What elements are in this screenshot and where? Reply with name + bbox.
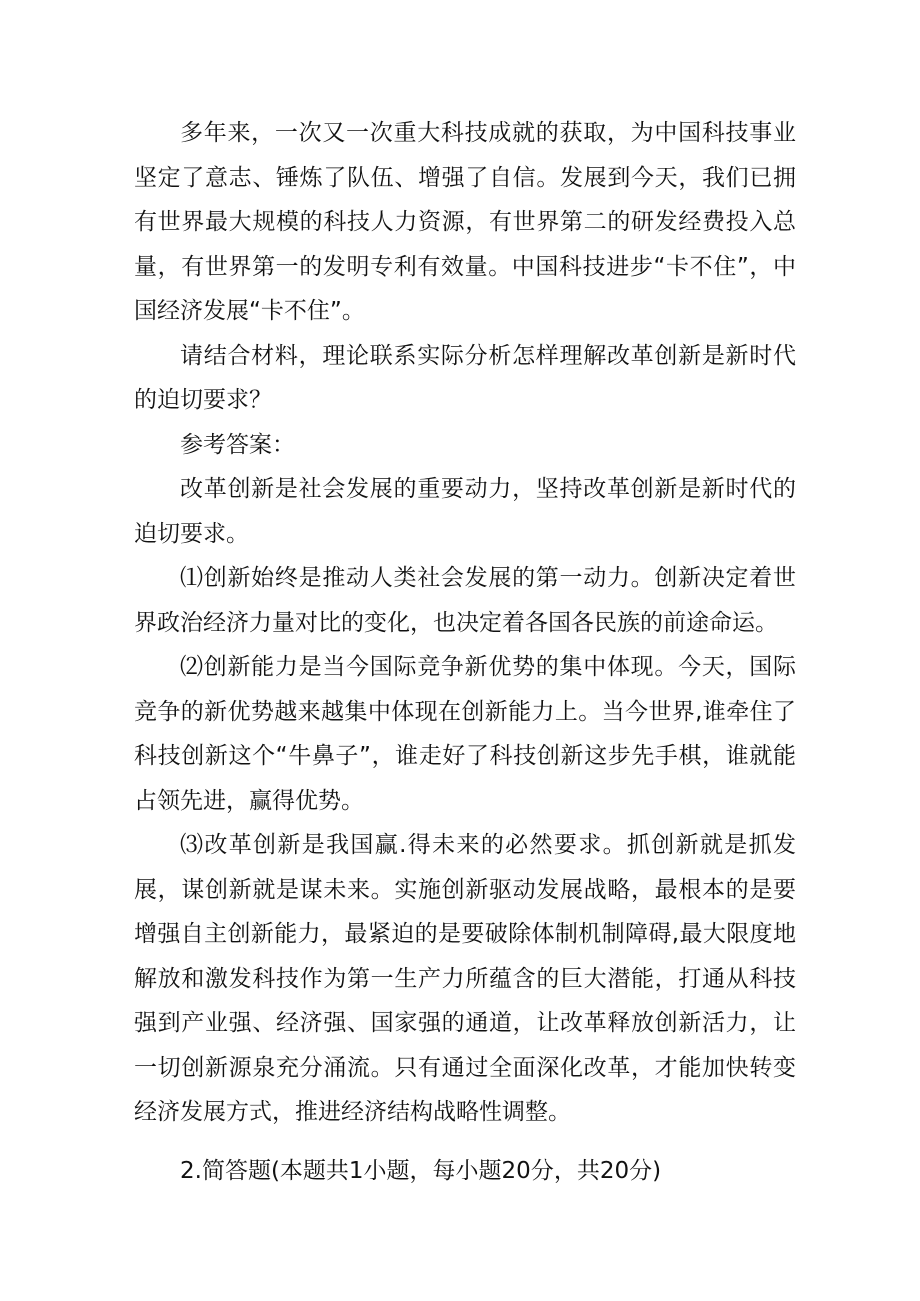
material-paragraph: 多年来，一次又一次重大科技成就的获取，为中国科技事业坚定了意志、锤炼了队伍、增强了自信。发展到今天，我们已拥有世界最大规模的科技人力资源，有世界第二的研发经费投入总量，有世界第一的发明专利有效量。中国科技进步“卡不住”，中国经济发展“卡不住”。 <box>134 120 796 324</box>
answer-intro-paragraph: 改革创新是社会发展的重要动力，坚持改革创新是新时代的迫切要求。 <box>134 476 796 547</box>
answer-point-2: ⑵创新能力是当今国际竞争新优势的集中体现。今天，国际竞争的新优势越来越集中体现在创新能力上。当今世界,谁牵住了科技创新这个“牛鼻子”，谁走好了科技创新这步先手棋，谁就能占领先进，赢得优势。 <box>134 654 796 814</box>
document-body <box>134 111 796 1193</box>
question-paragraph: 请结合材料，理论联系实际分析怎样理解改革创新是新时代的迫切要求？ <box>134 342 796 413</box>
answer-label: 参考答案： <box>180 431 295 458</box>
answer-point-3: ⑶改革创新是我国赢.得未来的必然要求。抓创新就是抓发展，谋创新就是谋未来。实施创新驱动发展战略，最根本的是要增强自主创新能力，最紧迫的是要破除体制机制障碍,最大限度地解放和激发科技作为第一生产力所蕴含的巨大潜能，打通从科技强到产业强、经济强、国家强的通道，让改革释放创新活力，让一切创新源泉充分涌流。只有通过全面深化改革，才能加快转变经济发展方式，推进经济结构战略性调整。 <box>134 832 796 1125</box>
answer-point-1: ⑴创新始终是推动人类社会发展的第一动力。创新决定着世界政治经济力量对比的变化，也决定着各国各民族的前途命运。 <box>134 565 796 636</box>
section-heading: 2.简答题(本题共1小题，每小题20分，共20分) <box>180 1157 662 1184</box>
